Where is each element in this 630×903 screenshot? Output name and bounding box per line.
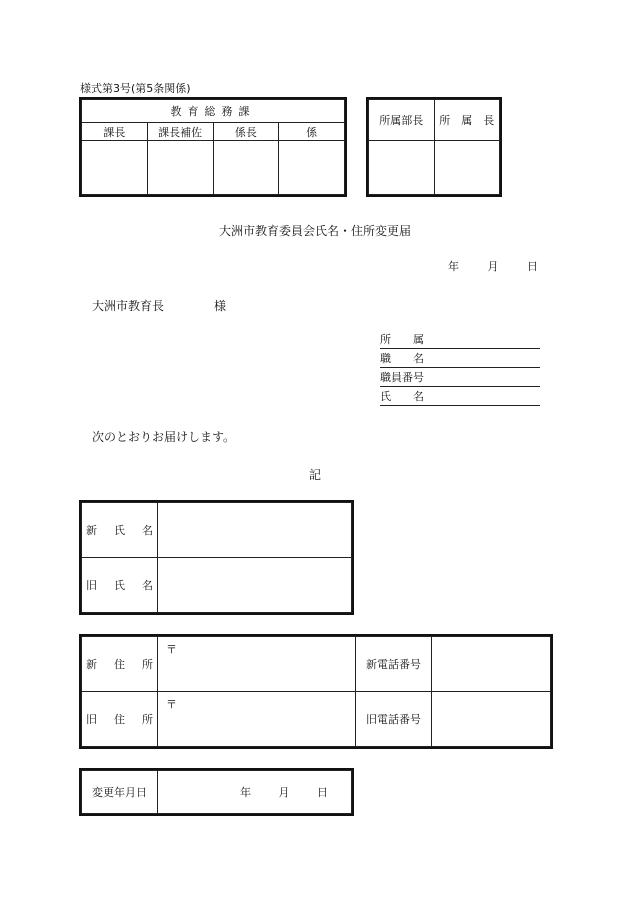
change-date-input[interactable]	[158, 771, 352, 814]
role-subsection-chief: 係長	[213, 123, 279, 141]
name-change-table	[79, 500, 354, 615]
stamp-cell-deputy-section-chief[interactable]	[147, 141, 213, 195]
form-number: 様式第3号(第5条関係)	[80, 82, 191, 95]
affiliation-stamp-box	[366, 97, 502, 197]
old-address-label: 旧 住 所	[82, 692, 158, 747]
reporter-employee-number-label: 職員番号	[380, 371, 424, 384]
old-phone-label: 旧電話番号	[356, 692, 432, 747]
new-postal-mark: 〒	[166, 643, 177, 656]
old-name-label: 旧 氏 名	[82, 558, 158, 613]
change-day: 日	[317, 786, 328, 799]
old-phone-input[interactable]	[432, 692, 551, 747]
addressee-name: 大洲市教育長	[92, 299, 165, 313]
address-change-table	[79, 634, 553, 749]
document-title: 大洲市教育委員会氏名・住所変更届	[218, 224, 411, 238]
role-affiliation-head: 所 属 長	[434, 100, 500, 141]
new-name-input[interactable]	[158, 503, 352, 558]
change-date-table	[79, 768, 354, 816]
addressee-honorific: 様	[214, 299, 227, 313]
reporter-job-title-field[interactable]	[380, 352, 540, 368]
change-month: 月	[278, 786, 290, 799]
department-header: 教育総務課	[82, 100, 345, 123]
reporter-affiliation-label: 所 属	[380, 333, 424, 346]
stamp-cell-staff[interactable]	[279, 141, 345, 195]
role-section-chief: 課長	[82, 123, 148, 141]
reporter-employee-number-field[interactable]	[380, 371, 540, 387]
reporter-job-title-label: 職 名	[380, 352, 424, 365]
stamp-cell-subsection-chief[interactable]	[213, 141, 279, 195]
old-name-input[interactable]	[158, 558, 352, 613]
reporter-name-field[interactable]	[380, 390, 540, 406]
stamp-cell-section-chief[interactable]	[82, 141, 148, 195]
new-address-label: 新 住 所	[82, 637, 158, 692]
ki-heading: 記	[308, 468, 321, 482]
old-address-input[interactable]	[158, 692, 356, 747]
date-day: 日	[527, 260, 538, 273]
change-year: 年	[240, 786, 251, 799]
new-phone-label: 新電話番号	[356, 637, 432, 692]
change-date-label: 変更年月日	[82, 771, 158, 814]
role-affiliation-director: 所属部長	[369, 100, 435, 141]
new-phone-input[interactable]	[432, 637, 551, 692]
stamp-cell-affiliation-director[interactable]	[369, 141, 435, 195]
old-postal-mark: 〒	[166, 698, 177, 711]
new-address-input[interactable]	[158, 637, 356, 692]
intro-text: 次のとおりお届けします。	[92, 430, 236, 444]
approval-stamp-box	[79, 97, 347, 197]
date-year: 年	[448, 260, 459, 273]
addressee	[92, 297, 226, 314]
stamp-cell-affiliation-head[interactable]	[434, 141, 500, 195]
new-name-label: 新 氏 名	[82, 503, 158, 558]
date-month: 月	[487, 260, 499, 273]
reporter-name-label: 氏 名	[380, 390, 424, 403]
reporter-affiliation-field[interactable]	[380, 333, 540, 349]
role-deputy-section-chief: 課長補佐	[147, 123, 213, 141]
role-staff: 係	[279, 123, 345, 141]
submission-date[interactable]	[448, 258, 538, 274]
